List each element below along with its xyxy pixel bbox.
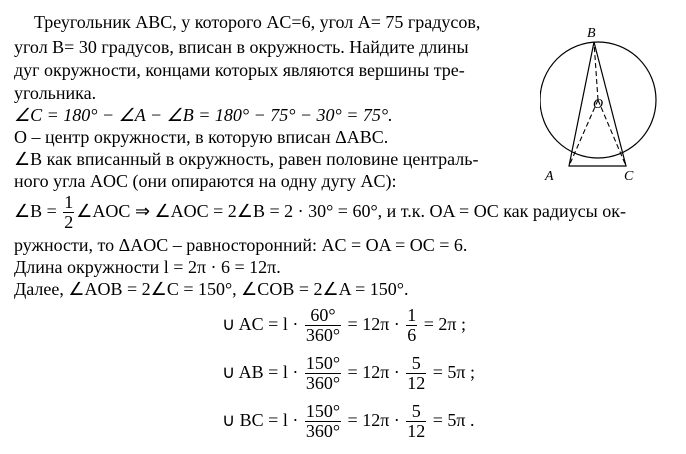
solution-angle-aoc <box>14 190 626 232</box>
triangle-circle-figure <box>540 20 670 180</box>
solution-circumference: Длина окружности l = 2π · 6 = 12π. <box>14 257 281 277</box>
angle-b-eq: ∠B = <box>14 201 57 221</box>
arc-bc-rhs: = 5π . <box>432 410 475 430</box>
arc-ab-mid: = 12π · <box>347 362 400 382</box>
problem-line-2: угол B= 30 градусов, вписан в окружность. Найдите длины <box>14 37 469 57</box>
problem-line-1: Треугольник ABC, у которого AC=6, угол A= 75 градусов, <box>34 12 481 32</box>
vertex-a-label: A <box>545 169 554 180</box>
solution-center-o: O – центр окружности, в которую вписан ΔABC. <box>14 127 389 147</box>
arc-bc-ratio-num: 5 <box>406 402 426 422</box>
arc-ab-equation <box>222 350 475 394</box>
arc-ab-angle-num: 150° <box>305 353 341 374</box>
solution-angle-c: ∠C = 180° − ∠A − ∠B = 180° − 75° − 30° = 75°. <box>14 105 393 125</box>
arc-ab-angle-fraction <box>305 354 341 393</box>
arc-ac-ratio-num: 1 <box>407 305 417 326</box>
half-denominator: 2 <box>64 212 74 233</box>
arc-ac-angle-num: 60° <box>305 306 341 326</box>
arc-bc-ratio-fraction <box>406 402 426 441</box>
arc-ac-lhs: ∪ AC = l · <box>222 314 299 334</box>
arc-ac-angle-fraction <box>305 306 341 345</box>
arc-bc-lhs: ∪ BC = l · <box>222 410 299 430</box>
arc-ab-rhs: = 5π ; <box>432 362 476 382</box>
arc-bc-angle-den: 360° <box>305 421 341 442</box>
solution-equilateral: ружности, то ΔAOC – равносторонний: AC = OA = OC = 6. <box>14 235 468 255</box>
angle-aoc-derivation: ∠AOC ⇒ ∠AOC = 2∠B = 2 · 30° = 60°, и т.к. OA = OC как радиусы ок- <box>76 201 627 221</box>
arc-ac-angle-den: 360° <box>305 325 341 346</box>
arc-ab-ratio-den: 12 <box>407 373 426 394</box>
arc-bc-ratio-den: 12 <box>407 421 426 442</box>
arc-ab-lhs: ∪ AB = l · <box>222 362 299 382</box>
arc-bc-angle-fraction <box>305 402 341 441</box>
vertex-c-label: C <box>624 169 634 180</box>
solution-central-angle: ного угла AOC (они опираются на одну дугу AC): <box>14 171 397 191</box>
center-o-label: O <box>593 97 604 112</box>
arc-ab-ratio-num: 5 <box>406 354 426 374</box>
solution-central-angles: Далее, ∠AOB = 2∠C = 150°, ∠COB = 2∠A = 150°. <box>14 279 409 299</box>
arc-bc-equation <box>222 398 475 442</box>
arc-ac-equation <box>222 302 466 346</box>
arc-ab-angle-den: 360° <box>305 373 341 394</box>
arc-ac-ratio-den: 6 <box>407 325 417 346</box>
problem-line-3: дуг окружности, концами которых являются вершины тре- <box>14 60 465 80</box>
arc-ac-mid: = 12π · <box>347 314 400 334</box>
half-numerator: 1 <box>64 192 74 213</box>
solution-inscribed-angle: ∠B как вписанный в окружность, равен половине централь- <box>14 149 479 169</box>
arc-bc-angle-num: 150° <box>305 401 341 422</box>
arc-bc-mid: = 12π · <box>347 410 400 430</box>
arc-ac-ratio-fraction <box>406 306 417 345</box>
problem-line-4: угольника. <box>14 83 97 103</box>
half-fraction <box>63 193 74 232</box>
arc-ac-rhs: = 2π ; <box>423 314 467 334</box>
vertex-b-label: B <box>587 26 596 41</box>
arc-ab-ratio-fraction <box>406 354 426 393</box>
